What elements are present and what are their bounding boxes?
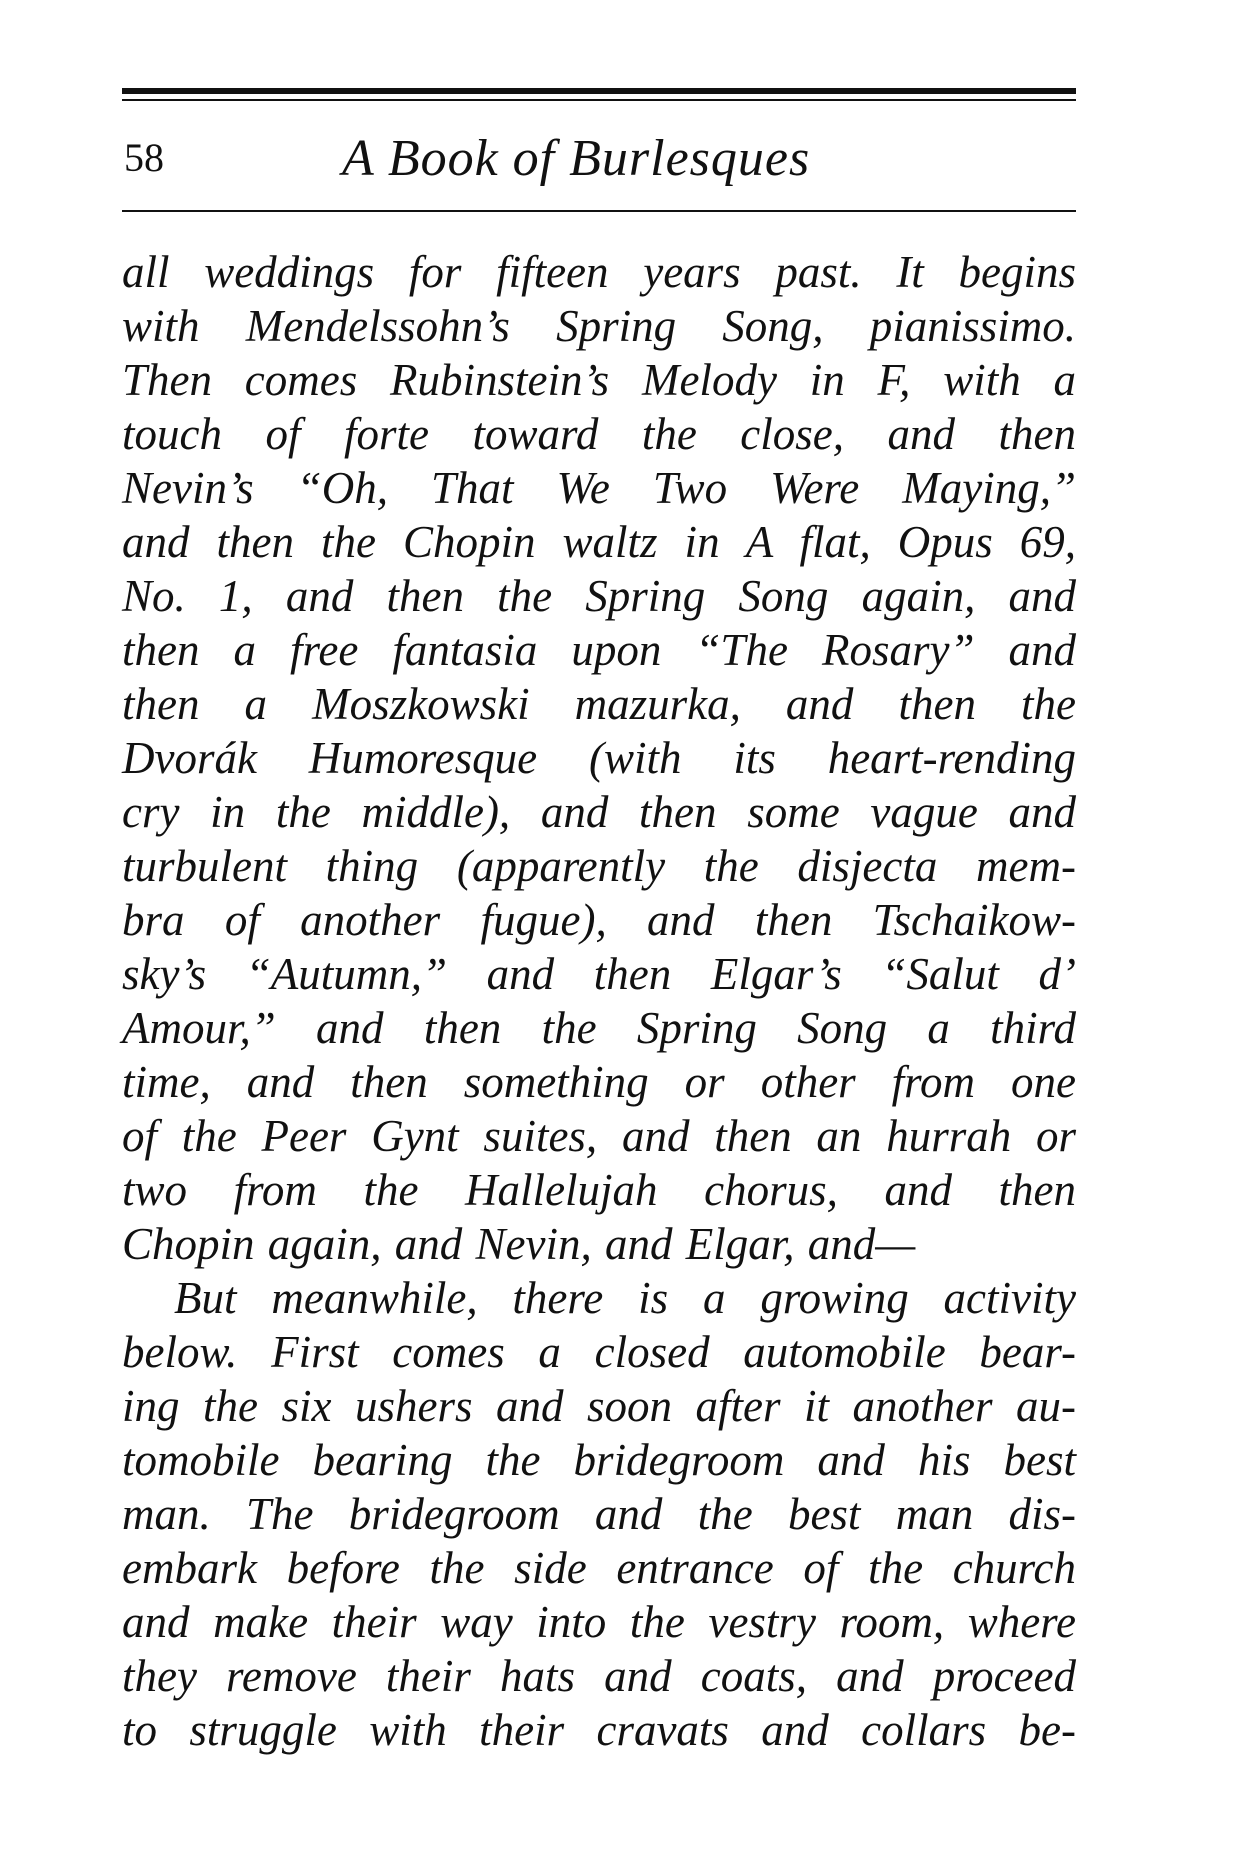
header-rule (122, 210, 1076, 212)
text-line: cry in the middle), and then some vague and (122, 787, 1076, 837)
text-line: turbulent thing (apparently the disjecta mem- (122, 841, 1076, 891)
page-number: 58 (124, 135, 164, 180)
text-line: But meanwhile, there is a growing activity (174, 1273, 1076, 1323)
text-line: and then the Chopin waltz in A flat, Opus 69, (122, 517, 1076, 567)
body-text (122, 245, 1076, 1757)
text-line: No. 1, and then the Spring Song again, and (122, 571, 1076, 621)
text-line: embark before the side entrance of the church (122, 1543, 1076, 1593)
text-line: then a free fantasia upon “The Rosary” and (122, 625, 1076, 675)
text-line: they remove their hats and coats, and proceed (122, 1651, 1076, 1701)
top-rule-thin (122, 99, 1076, 101)
text-line: Nevin’s “Oh, That We Two Were Maying,” (122, 463, 1076, 513)
text-line: touch of forte toward the close, and then (122, 409, 1076, 459)
running-head (122, 130, 1076, 200)
text-line: then a Moszkowski mazurka, and then the (122, 679, 1076, 729)
text-line: two from the Hallelujah chorus, and then (122, 1165, 1076, 1215)
text-line: with Mendelssohn’s Spring Song, pianissimo. (122, 301, 1076, 351)
text-line: below. First comes a closed automobile bear- (122, 1327, 1076, 1377)
text-line: Amour,” and then the Spring Song a third (122, 1003, 1076, 1053)
text-line: to struggle with their cravats and collars be- (122, 1705, 1076, 1755)
text-line: time, and then something or other from one (122, 1057, 1076, 1107)
text-line: Dvorák Humoresque (with its heart-rending (122, 733, 1076, 783)
paragraph (122, 245, 1076, 1271)
text-line: ing the six ushers and soon after it another au- (122, 1381, 1076, 1431)
top-rule-thick (122, 88, 1076, 94)
running-title: A Book of Burlesques (342, 130, 811, 187)
text-line: of the Peer Gynt suites, and then an hurrah or (122, 1111, 1076, 1161)
paragraph (122, 1271, 1076, 1757)
text-line: tomobile bearing the bridegroom and his best (122, 1435, 1076, 1485)
text-line: man. The bridegroom and the best man dis- (122, 1489, 1076, 1539)
text-line: all weddings for fifteen years past. It begins (122, 247, 1076, 297)
text-line: and make their way into the vestry room, where (122, 1597, 1076, 1647)
text-line: Then comes Rubinstein’s Melody in F, with a (122, 355, 1076, 405)
text-line: bra of another fugue), and then Tschaikow- (122, 895, 1076, 945)
text-line: Chopin again, and Nevin, and Elgar, and— (122, 1219, 916, 1269)
text-line: sky’s “Autumn,” and then Elgar’s “Salut d’ (122, 949, 1076, 999)
